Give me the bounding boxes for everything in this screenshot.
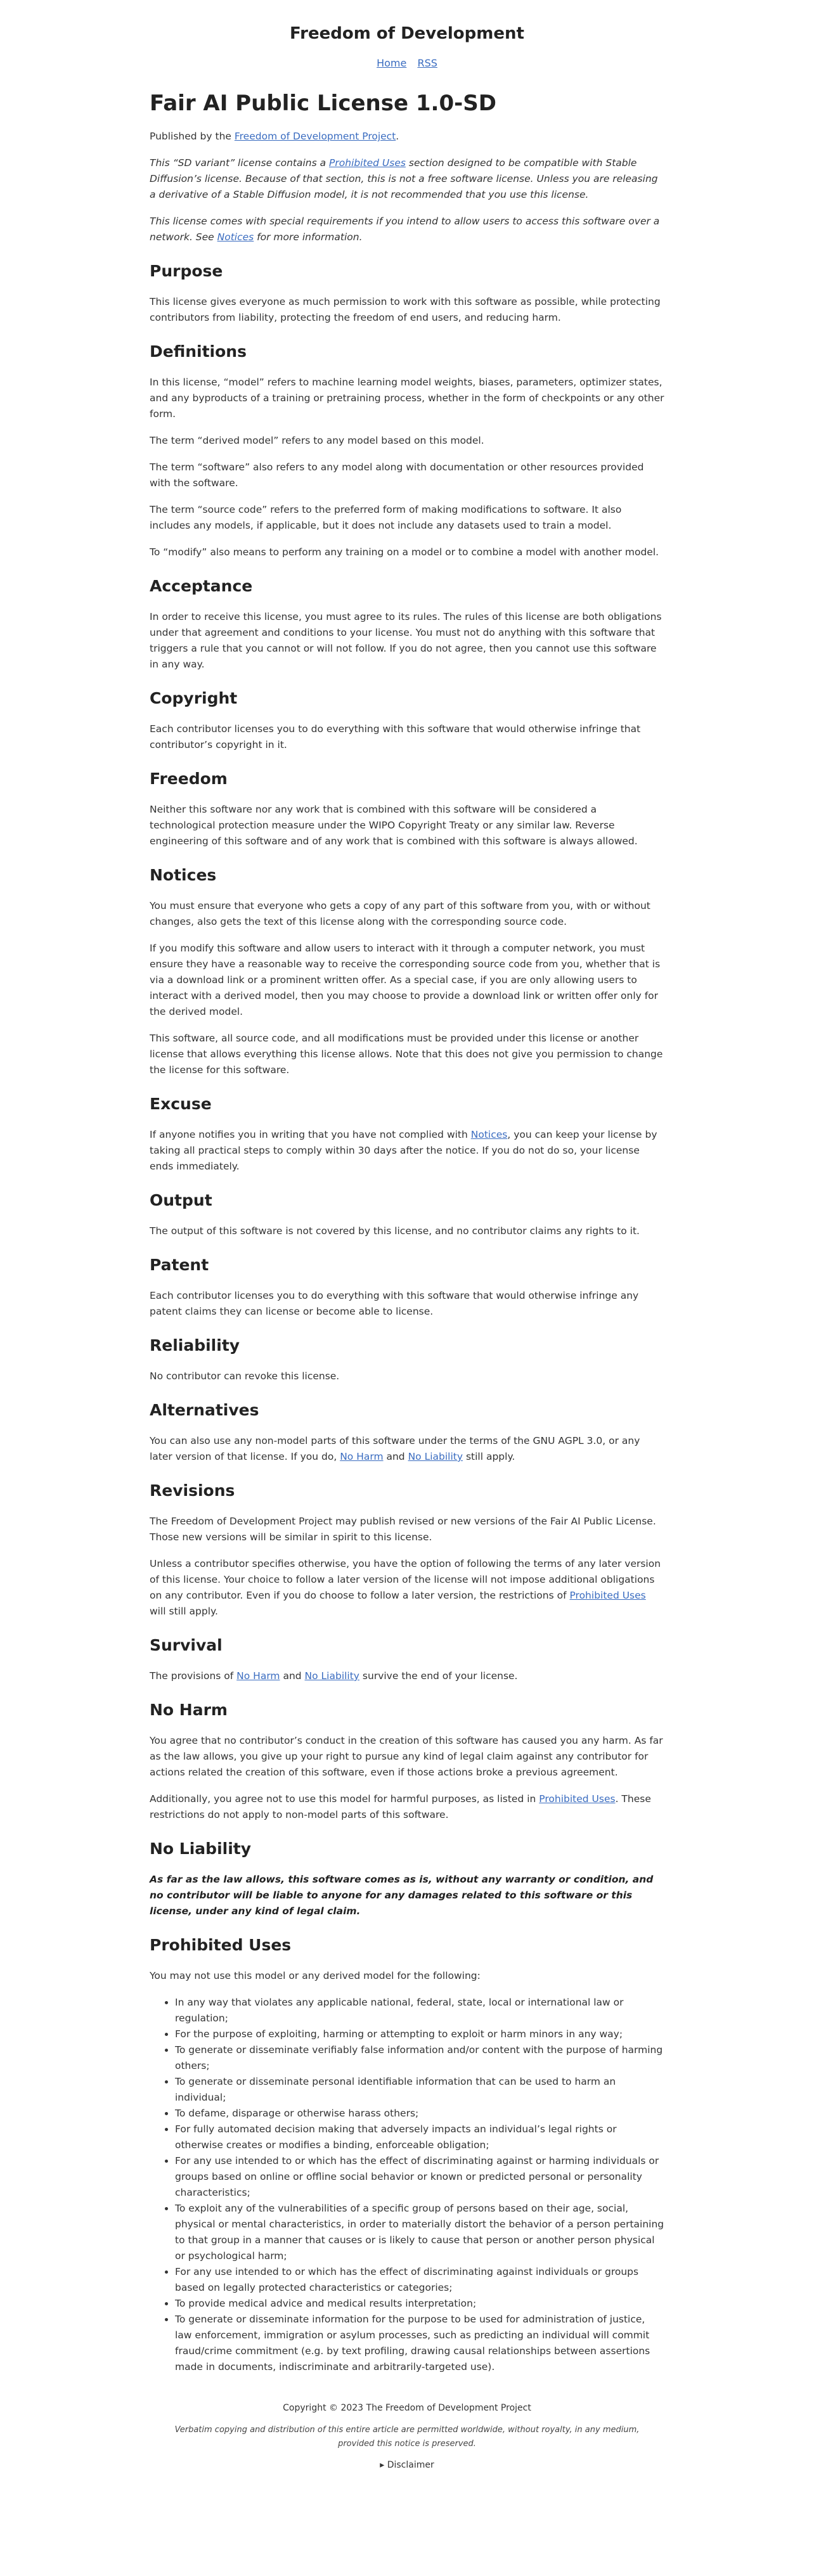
heading-prohibited-uses: Prohibited Uses xyxy=(150,1936,292,1954)
list-item: • For the purpose of exploiting, harming or attempting to exploit or harm minors in any way; xyxy=(175,2026,664,2042)
survival-no-harm-link[interactable]: No Harm xyxy=(236,1670,280,1682)
copyright-text: Each contributor licenses you to do everything with this software that would otherwise infringe that contributor’s copyright in it. xyxy=(150,723,641,750)
no-harm-prohibited-uses-link[interactable]: Prohibited Uses xyxy=(539,1793,616,1805)
heading-excuse: Excuse xyxy=(150,1095,212,1113)
survival-text: The provisions of No Harm and No Liability survive the end of your license. xyxy=(150,1670,518,1682)
page-footer xyxy=(0,2403,814,2496)
heading-copyright: Copyright xyxy=(150,689,238,707)
no-harm-text-2: Additionally, you agree not to use this model for harmful purposes, as listed in Prohibited Uses. These restrictions do not apply to non-model parts of this software. xyxy=(150,1793,651,1820)
revisions-text-2: Unless a contributor specifies otherwise, you have the option of following the terms of any later version of this license. Your choice to follow a later version of the license will not impose additional obligations on any contributor. Even if you do choose to follow a later version, the restrictions of Prohibited Uses will still apply. xyxy=(150,1558,661,1617)
article xyxy=(150,69,664,2375)
revisions-prohibited-uses-link[interactable]: Prohibited Uses xyxy=(569,1590,646,1601)
prohibited-uses-link[interactable]: Prohibited Uses xyxy=(329,157,406,169)
output-text: The output of this software is not covered by this license, and no contributor claims any rights to it. xyxy=(150,1225,640,1237)
top-nav xyxy=(0,57,814,69)
heading-notices: Notices xyxy=(150,866,217,884)
freedom-text: Neither this software nor any work that is combined with this software will be considered a technological protection measure under the WIPO Copyright Treaty or any similar law. Reverse engineering of this software and of any work that is combined with this software is always allowed. xyxy=(150,804,638,847)
verbatim-notice: Verbatim copying and distribution of this entire article are permitted worldwide, without royalty, in any medium, provided this notice is preserved. xyxy=(174,2425,640,2449)
definition-modify: To “modify” also means to perform any training on a model or to combine a model with another model. xyxy=(150,546,659,558)
notices-text-3: This software, all source code, and all modifications must be provided under this license or another license that allows everything this license allows. Note that this does not give you permission to change the license for this software. xyxy=(150,1033,663,1076)
alternatives-no-liability-link[interactable]: No Liability xyxy=(408,1451,463,1462)
alternatives-no-harm-link[interactable]: No Harm xyxy=(340,1451,384,1462)
nav-home-link[interactable]: Home xyxy=(377,57,407,69)
nav-rss-link[interactable]: RSS xyxy=(417,57,437,69)
definition-derived-model: The term “derived model” refers to any model based on this model. xyxy=(150,435,484,446)
list-item: • For any use intended to or which has the effect of discriminating against or harming individuals or groups based on online or offline social behavior or known or predicted personal or personality characteristics; xyxy=(175,2153,664,2201)
list-item: • To exploit any of the vulnerabilities of a specific group of persons based on their age, social, physical or mental characteristics, in order to materially distort the behavior of a person pertaining to that group in a manner that causes or is likely to cause that person or another person physical or psychological harm; xyxy=(175,2201,664,2264)
notices-text-1: You must ensure that everyone who gets a copy of any part of this software from you, with or without changes, also gets the text of this license along with the corresponding source code. xyxy=(150,900,650,927)
heading-revisions: Revisions xyxy=(150,1481,235,1500)
network-note: This license comes with special requirements if you intend to allow users to access this software over a network. See Notices for more information. xyxy=(150,216,660,243)
list-item: • To generate or disseminate personal identifiable information that can be used to harm an individual; xyxy=(175,2074,664,2106)
no-harm-text-1: You agree that no contributor’s conduct in the creation of this software has caused you any harm. As far as the law allows, you give up your right to pursue any kind of legal claim against any contributor for actions related the creation of this software, even if those actions broke a previous agreement. xyxy=(150,1735,663,1778)
list-item: • For any use intended to or which has the effect of discriminating against individuals or groups based on legally protected characteristics or categories; xyxy=(175,2264,664,2296)
page-title: Fair AI Public License 1.0-SD xyxy=(150,91,496,116)
heading-definitions: Definitions xyxy=(150,342,247,361)
disclaimer-toggle[interactable]: ▸ Disclaimer xyxy=(380,2460,434,2470)
variant-note: This “SD variant” license contains a Prohibited Uses section designed to be compatible with Stable Diffusion’s license. Because of that section, this is not a free software license. Unless you are releasing a derivative of a Stable Diffusion model, it is not recommended that you use this license. xyxy=(150,157,658,200)
heading-no-harm: No Harm xyxy=(150,1701,228,1719)
project-link[interactable]: Freedom of Development Project xyxy=(234,131,396,142)
acceptance-text: In order to receive this license, you must agree to its rules. The rules of this license are both obligations under that agreement and conditions to your license. You must not do anything with this software that triggers a rule that you cannot or will not follow. If you do not agree, then you cannot use this software in any way. xyxy=(150,611,662,670)
site-header xyxy=(0,0,814,69)
list-item: • To generate or disseminate verifiably false information and/or content with the purpose of harming others; xyxy=(175,2042,664,2074)
heading-freedom: Freedom xyxy=(150,770,228,788)
heading-alternatives: Alternatives xyxy=(150,1401,259,1419)
prohibited-uses-list xyxy=(150,1995,664,2375)
list-item: • To generate or disseminate information for the purpose to be used for administration of justice, law enforcement, immigration or asylum processes, such as predicting an individual will commit fraud/crime commitment (e.g. by text profiling, drawing causal relationships between assertions made in documents, indiscriminate and arbitrarily-targeted use). xyxy=(175,2312,664,2375)
survival-no-liability-link[interactable]: No Liability xyxy=(304,1670,359,1682)
list-item: • For fully automated decision making that adversely impacts an individual’s legal rights or otherwise creates or modifies a binding, enforceable obligation; xyxy=(175,2122,664,2153)
list-item: • To defame, disparage or otherwise harass others; xyxy=(175,2106,664,2122)
notices-link[interactable]: Notices xyxy=(217,231,254,243)
heading-output: Output xyxy=(150,1191,212,1209)
excuse-notices-link[interactable]: Notices xyxy=(470,1129,508,1140)
excuse-text: If anyone notifies you in writing that you have not complied with Notices, you can keep your license by taking all practical steps to comply within 30 days after the notice. If you do not do so, your license ends immediately. xyxy=(150,1129,657,1172)
prohibited-intro: You may not use this model or any derived model for the following: xyxy=(150,1970,481,1981)
no-liability-text: As far as the law allows, this software comes as is, without any warranty or condition, and no contributor will be liable to anyone for any damages related to this software or this license, under any kind of legal claim. xyxy=(150,1874,654,1917)
revisions-text-1: The Freedom of Development Project may publish revised or new versions of the Fair AI Public License. Those new versions will be similar in spirit to this license. xyxy=(150,1516,656,1543)
reliability-text: No contributor can revoke this license. xyxy=(150,1370,340,1382)
purpose-text: This license gives everyone as much permission to work with this software as possible, while protecting contributors from liability, protecting the freedom of end users, and reducing harm. xyxy=(150,296,661,323)
heading-acceptance: Acceptance xyxy=(150,577,253,595)
published-by: Published by the Freedom of Development Project. xyxy=(150,131,399,142)
site-title: Freedom of Development xyxy=(290,24,524,43)
copyright-notice: Copyright © 2023 The Freedom of Development Project xyxy=(283,2403,531,2413)
heading-purpose: Purpose xyxy=(150,262,223,280)
definition-source-code: The term “source code” refers to the preferred form of making modifications to software. It also includes any models, if applicable, but it does not include any datasets used to train a model. xyxy=(150,504,622,531)
notices-text-2: If you modify this software and allow users to interact with it through a computer network, you must ensure they have a reasonable way to receive the corresponding source code from you, whether that is via a download link or a prominent written offer. As a special case, if you are only allowing users to interact with a derived model, then you may choose to provide a download link or written offer only for the derived model. xyxy=(150,943,661,1017)
list-item: • To provide medical advice and medical results interpretation; xyxy=(175,2296,664,2312)
patent-text: Each contributor licenses you to do everything with this software that would otherwise infringe any patent claims they can license or become able to license. xyxy=(150,1290,639,1317)
list-item: • In any way that violates any applicable national, federal, state, local or international law or regulation; xyxy=(175,1995,664,2026)
definition-model: In this license, “model” refers to machine learning model weights, biases, parameters, optimizer states, and any byproducts of a training or pretraining process, whether in the form of checkpoints or any other form. xyxy=(150,377,664,420)
definition-software: The term “software” also refers to any model along with documentation or other resources provided with the software. xyxy=(150,461,644,489)
heading-patent: Patent xyxy=(150,1256,209,1274)
heading-no-liability: No Liability xyxy=(150,1839,252,1858)
heading-survival: Survival xyxy=(150,1636,223,1654)
heading-reliability: Reliability xyxy=(150,1336,240,1355)
alternatives-text: You can also use any non-model parts of this software under the terms of the GNU AGPL 3.0, or any later version of that license. If you do, No Harm and No Liability still apply. xyxy=(150,1435,640,1462)
